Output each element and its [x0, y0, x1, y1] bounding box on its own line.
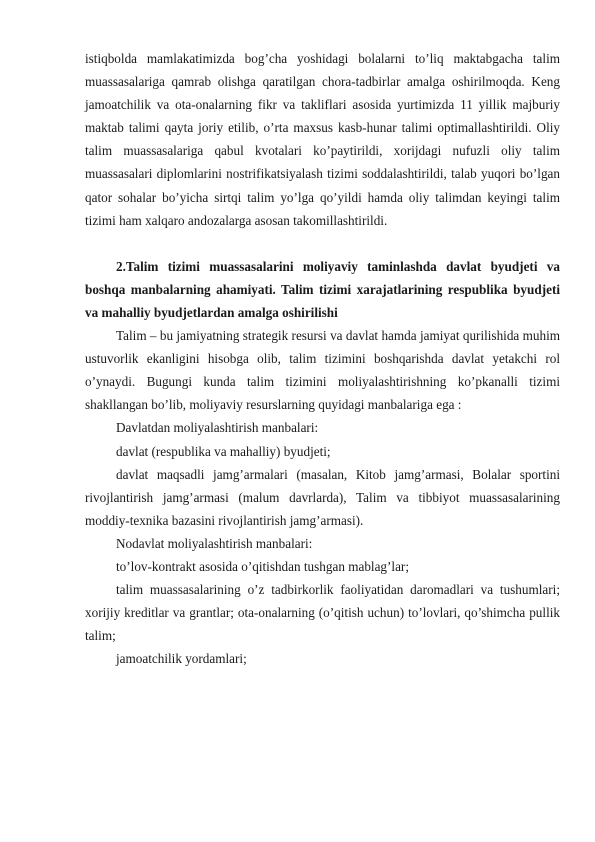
paragraph-business-income: talim muassasalarining o’z tadbirkorlik faoliyatidan daromadlari va tushumlari; xorijiy kreditlar va grantlar; ota-onalarning (o’qitish uchun) to’lovlari, qo’shimcha pullik talim; — [85, 582, 560, 644]
paragraph-intro: istiqbolda mamlakatimizda bog’cha yoshidagi bolalarni to’liq maktabgacha talim muassasalariga qamrab olishga qaratilgan chora-tadbirlar amalga oshirilmoqda. Keng jamoatchilik va ota-onalarning fikr va takliflari asosida yurtimizda 11 yillik majburiy maktab talimi qayta joriy etilib, o’rta maxsus kasb-hunar talimi optimallashtirildi. Oliy talim muassasalariga qabul kvotalari ko’paytirildi, xorijdagi nufuzli oliy talim muassasalari diplomlarini nostrifikatsiyalash tizimi soddalashtirildi, talab yuqori bo’lgan qator sohalar bo’yicha sirtqi talim yo’lga qo’yildi hamda oliy talimdan keyingi talim tizimi ham xalqaro andozalarga asosan takomillashtirildi. — [85, 51, 560, 228]
paragraph-education-resource: Talim – bu jamiyatning strategik resursi va davlat hamda jamiyat qurilishida muhim ustuvorlik ekanligini hisobga olib, talim tizimini boshqarishda davlat yetakchi rol o’ynaydi. Bugungi kunda talim tizimini moliyalashtirishning ko’pkanalli tizimi shakllangan bo’lib, moliyaviy resurslarning quyidagi manbalariga ega : — [85, 328, 560, 413]
paragraph-contract-payments: to’lov-kontrakt asosida o’qitishdan tushgan mablag’lar; — [116, 558, 409, 574]
paragraph-state-budget: davlat (respublika va mahalliy) byudjeti; — [116, 443, 331, 459]
paragraph-state-funds: davlat maqsadli jamg’armalari (masalan, Kitob jamg’armasi, Bolalar sportini rivojlantirish jamg’armasi (malum davrlarda), Talim va tibbiyot muassasalarining moddiy-texnika bazasini rivojlantirish jamg’armasi). — [85, 466, 560, 528]
section-heading: 2.Talim tizimi muassasalarini moliyaviy taminlashda davlat byudjeti va boshqa manbalarning ahamiyati. Talim tizimi xarajatlarining respublika byudjeti va mahalliy byudjetlardan amalga oshirilishi — [85, 258, 560, 320]
paragraph-spacer — [85, 232, 560, 255]
paragraph-community-support: jamoatchilik yordamlari; — [116, 651, 247, 667]
document-page — [85, 47, 560, 670]
paragraph-state-sources-title: Davlatdan moliyalashtirish manbalari: — [116, 420, 319, 436]
paragraph-nonstate-sources-title: Nodavlat moliyalashtirish manbalari: — [116, 535, 313, 551]
